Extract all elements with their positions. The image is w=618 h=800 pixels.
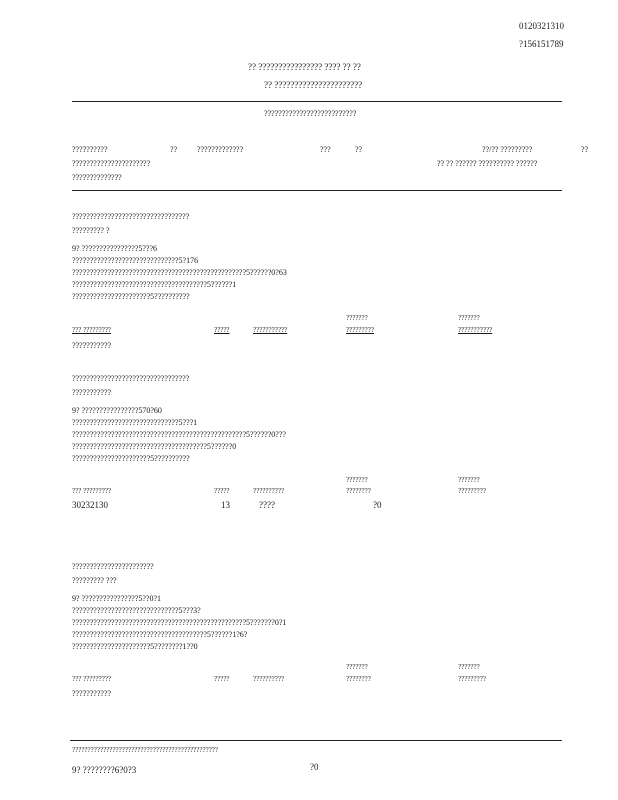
column-header: ????? [214,487,230,495]
entry-line: 9? ????????????????5???6 [72,244,158,253]
column-header: ????????? [458,487,486,495]
entry-subheading: ??????????? [72,388,112,397]
column-header: ???????? [346,675,371,683]
entry-line: ??????????????????????????????????????5??????1 [72,280,237,289]
document-id: 0120321310 [519,21,564,31]
entry-line: ?????????????????????????????????????????????????5??????0?63 [72,268,287,277]
entry-line: 9? ????????????????5??0?1 [72,594,162,603]
footnote: ??????????????????????????????????????????????? [72,746,219,754]
column-header: ??????? [458,663,480,671]
entry-heading: ??????????????????????? [72,562,154,571]
column-header: ??? ????????? [72,675,112,683]
document-subtitle: ?? ?????????????????????? [264,80,363,90]
info-label: ?????????????????????? [72,159,151,168]
column-header: ??????????? [458,326,493,334]
entry-line: ?????????????????????????????????????????????????5???????0?1 [72,618,287,627]
header-rule [72,101,562,102]
entry-heading: ????????????????????????????????? [72,212,190,221]
info-rule [72,190,562,191]
page-number: ?0 [310,762,319,772]
column-header: ????????? [458,675,486,683]
footer-rule [70,740,562,741]
entry-subheading: ????????? ? [72,226,110,235]
entry-line: ?????????????????????????????????????????????????5??????0??? [72,430,286,439]
column-header: ??????? [346,314,368,322]
table-cell: 13 [221,500,230,510]
column-header: ?????????? [253,675,285,683]
info-value: ????????????? [197,145,244,154]
entry-line: ??????????????????????????????5???3? [72,606,201,615]
footer-reference: 9? ????????6?0?3 [72,765,137,775]
entry-line: ??????????????????????????????5?176 [72,256,199,265]
table-cell: ???? [259,500,275,510]
table-cell: ?0 [373,500,382,510]
entry-line: ??????????????????????????????????????5??????0 [72,442,237,451]
entry-line: ??????????????????????5?????????? [72,454,190,463]
document-id-secondary: ?156151789 [519,39,564,49]
entry-line: ??????????????????????5????????1??0 [72,642,198,651]
entry-line: ??????????????????????5?????????? [72,292,190,301]
section-title: ?????????????????????????? [264,109,357,118]
info-value: ?? [581,145,589,154]
info-value: ?? ?? ?????? ?????????? ?????? [437,159,538,168]
entry-note: ??????????? [72,689,112,698]
info-date: ??/?? ????????? [482,145,533,154]
document-title: ?? ???????????????? ???? ?? ?? [248,62,361,72]
info-value: ??? [320,145,331,154]
column-header: ????? [214,675,230,683]
column-header: ??? ????????? [72,487,112,495]
column-header: ????????? [346,326,374,334]
column-header: ????? [214,326,230,334]
column-header: ?????????? [253,487,285,495]
entry-line: 9? ????????????????570?60 [72,406,162,415]
entry-line: ??????????????????????????????????????5??????1?6? [72,630,248,639]
column-header: ??? ????????? [72,326,112,334]
entry-subheading: ????????? ??? [72,576,117,585]
column-header: ??????????? [253,326,288,334]
info-value: ?? [355,145,363,154]
info-value: ?? [170,145,178,154]
info-label: ?????????????? [72,173,122,182]
column-header: ??????? [458,476,480,484]
table-cell: 30232130 [72,500,108,510]
entry-heading: ????????????????????????????????? [72,374,190,383]
column-header: ??????? [346,663,368,671]
entry-note: ??????????? [72,341,112,350]
info-label: ?????????? [72,145,108,154]
column-header: ???????? [346,487,371,495]
column-header: ??????? [458,314,480,322]
column-header: ??????? [346,476,368,484]
entry-line: ??????????????????????????????5???1 [72,418,198,427]
